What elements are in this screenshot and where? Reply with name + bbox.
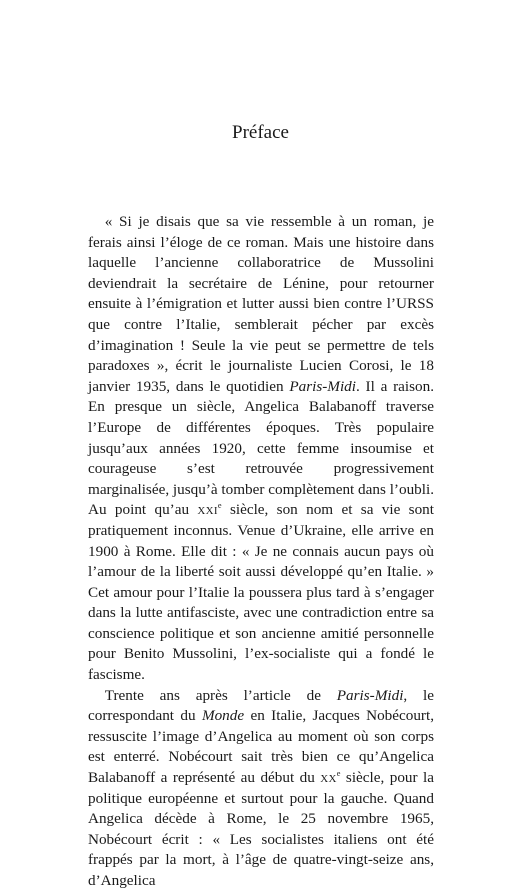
chapter-title: Préface xyxy=(232,122,289,143)
century-numeral: xxi xyxy=(197,501,218,519)
superscript: e xyxy=(336,768,341,778)
text-run: siècle, pour la politique européenne et surtout pour la gauche. Quand Angelica décède à Rome, le 25 novembre 1965, Nobécourt écrit : « Les socialistes italiens ont été frappés par la mort, à l’âge de quatre-vingt-seize ans, d’Angelica xyxy=(88,769,434,889)
text-run: « Si je disais que sa vie ressemble à un roman, je ferais ainsi l’éloge de ce roman. Mais une histoire dans laquelle l’ancienne collaboratrice de Mussolini deviendrait la secrétaire de Lénine, pour retourner ensuite à l’émigration et lutter aussi bien contre l’URSS que contre l’Italie, semblerait pécher par excès d’imagination ! Seule la vie peut se permettre de tels paradoxes », écrit le journaliste Lucien Corosi, le 18 janvier 1935, dans le quotidien xyxy=(88,213,434,395)
paragraph xyxy=(88,686,434,892)
italic-text: Monde xyxy=(201,707,245,725)
superscript: e xyxy=(217,501,222,511)
text-run: siècle, son nom et sa vie sont pratiquement inconnus. Venue d’Ukraine, elle arrive en 1900 à Rome. Elle dit : « Je ne connais aucun pays où l’amour de la liberté soit aussi développé qu’en Italie. » Cet amour pour l’Italie la poussera plus tard à s’engager dans la lutte antifasciste, avec une contradiction entre sa conscience politique et son ancienne amitié personnelle pour Benito Mussolini, l’ex-socialiste qui a fondé le fascisme. xyxy=(88,501,434,684)
italic-text: Paris-Midi xyxy=(289,377,356,395)
text-run: , le correspondant du xyxy=(88,686,434,725)
text-run: Trente ans après l’article de xyxy=(104,686,337,704)
body-text xyxy=(88,212,434,892)
century-numeral: xx xyxy=(320,769,337,787)
paragraph xyxy=(88,212,434,686)
text-run: . Il a raison. En presque un siècle, Angelica Balabanoff traverse l’Europe de différentes époques. Très populaire jusqu’aux années 1920, cette femme insoumise et courageuse s’est retrouvée progressivement marginalisée, jusqu’à tomber complètement dans l’oubli. Au point qu’au xyxy=(88,377,434,519)
italic-text: Paris-Midi xyxy=(336,686,404,704)
text-run: en Italie, Jacques Nobécourt, ressuscite l’image d’Angelica au moment où son corps est enterré. Nobécourt sait très bien ce qu’Angelica Balabanoff a représenté au début du xyxy=(88,707,435,787)
